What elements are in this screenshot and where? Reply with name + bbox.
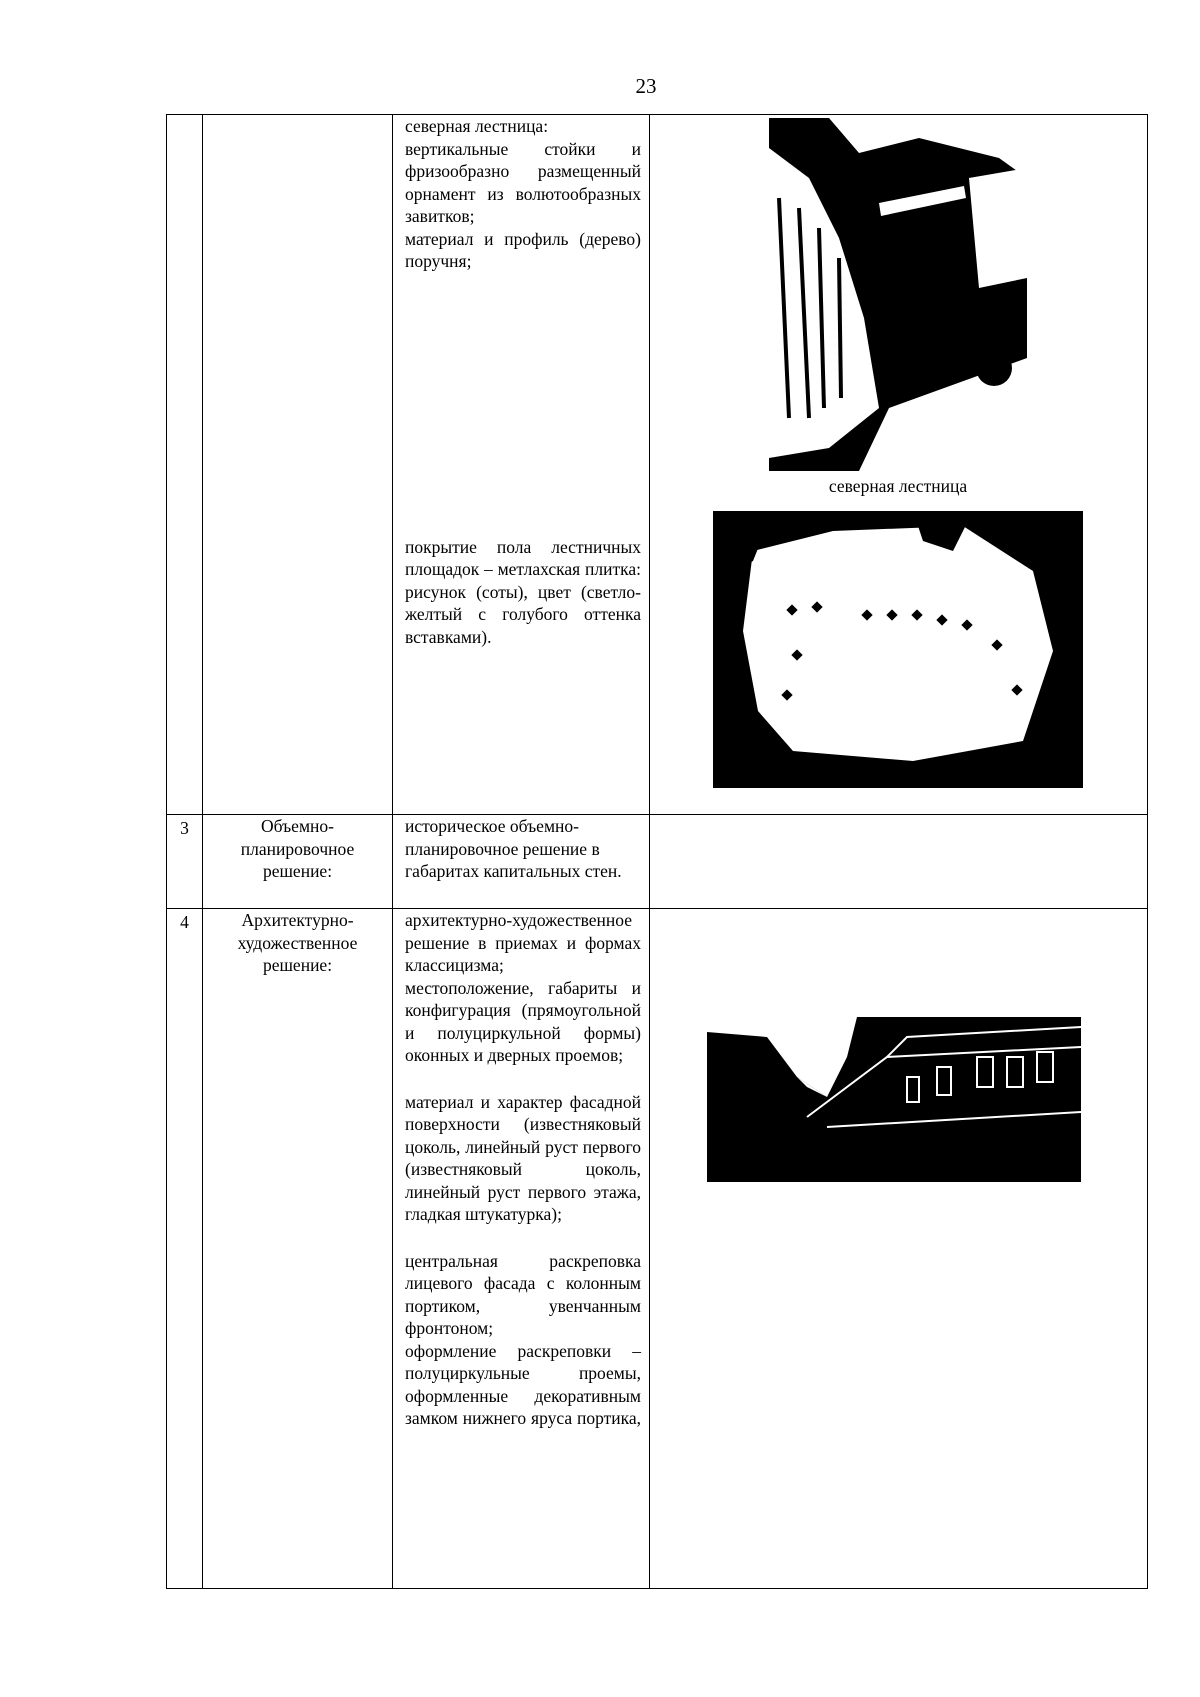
description-line: вертикальные стойки и фризообразно размещенный орнамент из волютообразных завитков;: [405, 138, 641, 226]
description-cell: [393, 909, 650, 1589]
floor-description: покрытие пола лестничных площадок – метлахская плитка: рисунок (соты), цвет (светло-желтый с голубого оттенка вставками).: [405, 536, 641, 647]
page-number: 23: [635, 74, 657, 98]
row-name: Объемно-планировочное решение:: [203, 815, 393, 909]
description-text: оформление раскреповки – полуциркульные проемы, оформленные декоративным замком нижнего яруса портика,: [405, 1340, 641, 1428]
description-line: северная лестница:: [405, 116, 549, 136]
photo-cell: [650, 115, 1148, 815]
description-text: центральная раскреповка лицевого фасада с колонным портиком, увенчанным фронтоном;: [405, 1250, 641, 1338]
north-staircase-photo: [769, 118, 1027, 471]
table-row: [167, 815, 1148, 909]
description-text: местоположение, габариты и конфигурация (прямоугольной и полуциркульной формы) оконных и дверных проемов;: [405, 977, 641, 1065]
description-line: материал и профиль (дерево) поручня;: [405, 228, 641, 271]
monument-features-table: [166, 114, 1148, 1589]
photo-cell: [650, 815, 1148, 909]
description-text: историческое объемно-планировочное решение в габаритах капитальных стен.: [405, 816, 622, 881]
row-name: Архитектурно-художественное решение:: [203, 909, 393, 1589]
row-number: 3: [167, 815, 203, 909]
name-cell: [203, 115, 393, 815]
row-number: 4: [167, 909, 203, 1589]
description-text: материал и характер фасадной поверхности (известняковый цоколь, линейный руст первого (известняковый цоколь, линейный руст первого этажа, гладкая штукатурка);: [405, 1091, 641, 1224]
description-cell: [393, 115, 650, 815]
table-row: [167, 115, 1148, 815]
floor-tile-photo: [713, 511, 1083, 788]
photo-cell: [650, 909, 1148, 1589]
photo-caption: северная лестница: [828, 476, 968, 496]
description-cell: [393, 815, 650, 909]
table-row: [167, 909, 1148, 1589]
description-text: архитектурно-художественное решение в приемах и формах классицизма;: [405, 910, 641, 975]
facade-photo: [707, 1017, 1081, 1182]
number-cell: [167, 115, 203, 815]
